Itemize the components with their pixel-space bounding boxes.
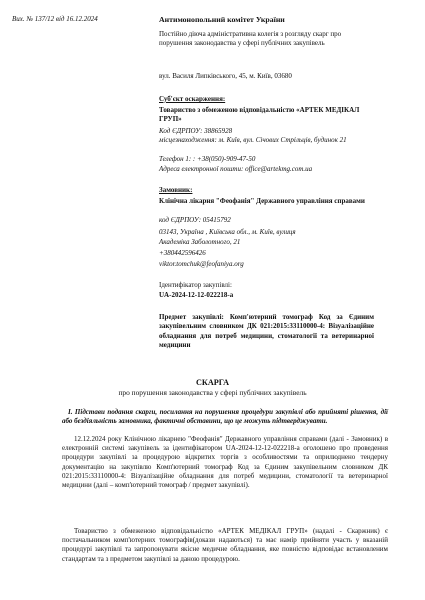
customer-name: Клінічна лікарня "Феофанія" Державного управління справами xyxy=(159,197,365,205)
customer-email: viktor.tomchuk@feofaniya.org xyxy=(159,260,244,268)
procurement-id-value: UA-2024-12-12-022218-a xyxy=(159,291,234,299)
complainant-email: Адреса електронної пошти: office@artekmg.com.ua xyxy=(159,165,313,173)
complainant-code: Код ЄДРПОУ: 38865928 xyxy=(159,127,233,135)
customer-address-line-1: 03143, Україна , Київська обл., м. Київ, вулиця xyxy=(159,228,296,236)
customer-phone: +380442596426 xyxy=(159,249,206,257)
complaint-title: СКАРГА xyxy=(196,378,229,387)
procurement-subject: Предмет закупівлі: Комп'ютерний томограф Код за Єдиним закупівельним словником ДК 021:2015:33110000-4: Візуалізаційне обладнання для потреб медицини, стоматології та ветеринарної медицини xyxy=(159,313,374,350)
section-heading: І. Підстави подання скарги, посилання на порушення процедури закупівлі або прийняті рішення, дії або бездіяльність замовника, фактичні обставини, що це можуть підтверджувати. xyxy=(62,408,388,426)
outgoing-reference: Вих. № 137/12 від 16.12.2024 xyxy=(12,15,98,23)
complainant-location: місцезнаходження: м. Київ, вул. Січових Стрільців, будинок 21 xyxy=(159,136,347,144)
authority-name: Антимонопольний комітет України xyxy=(159,15,285,24)
complainant-phone: Телефон 1: : +38(050)-909-47-50 xyxy=(159,155,256,163)
procurement-id-label: Ідентифікатор закупівлі: xyxy=(159,281,232,289)
customer-label: Замовник: xyxy=(159,186,193,194)
customer-address-line-2: Академіка Заболотного, 21 xyxy=(159,238,241,246)
complainant-name: Товариство з обмеженою відповідальністю «АРТЕК МЕДІКАЛ ГРУП» xyxy=(159,106,360,123)
customer-code: код ЄДРПОУ: 05415792 xyxy=(159,216,231,224)
complaint-paragraph-2: Товариство з обмеженою відповідальністю «АРТЕК МЕДІКАЛ ГРУП» (надалі - Скаржник) є постачальником комп'ютерних томографів(докази надаються) та має намір прийняти участь у вказаній процедурі закупівлі та запропонувати якісне медичне обладнання, яке повністю відповідає встановленим стандартам та з предметом закупівлі за даною процедурою. xyxy=(62,527,388,563)
complainant-label: Суб'єкт оскарження: xyxy=(159,95,226,103)
authority-address: вул. Василя Липківського, 45, м. Київ, 03680 xyxy=(159,72,292,80)
complaint-paragraph-1: 12.12.2024 року Клінічною лікарнею "Феофанія" Державного управління справами (далі - Замовник) в електронній системі закупівель за ідентифікатором UA-2024-12-12-022218-a оголошено про проведення процедури закупівлі за процедурою відкритих торгів з особливостями та оприлюднено тендерну документацію на закупівлю Комп'ютерний томограф Код за Єдиним закупівельним словником ДК 021:2015:33110000-4: Візуалізаційне обладнання для потреб медицини, стоматології та ветеринарної медицини (далі – комп'ютерний томограф / предмет закупівлі). xyxy=(62,435,388,490)
commission-name: Постійно діюча адміністративна колегія з розгляду скарг про порушення законодавства у сфері публічних закупівель xyxy=(159,30,342,47)
complaint-subtitle: про порушення законодавства у сфері публічних закупівель xyxy=(118,388,307,397)
